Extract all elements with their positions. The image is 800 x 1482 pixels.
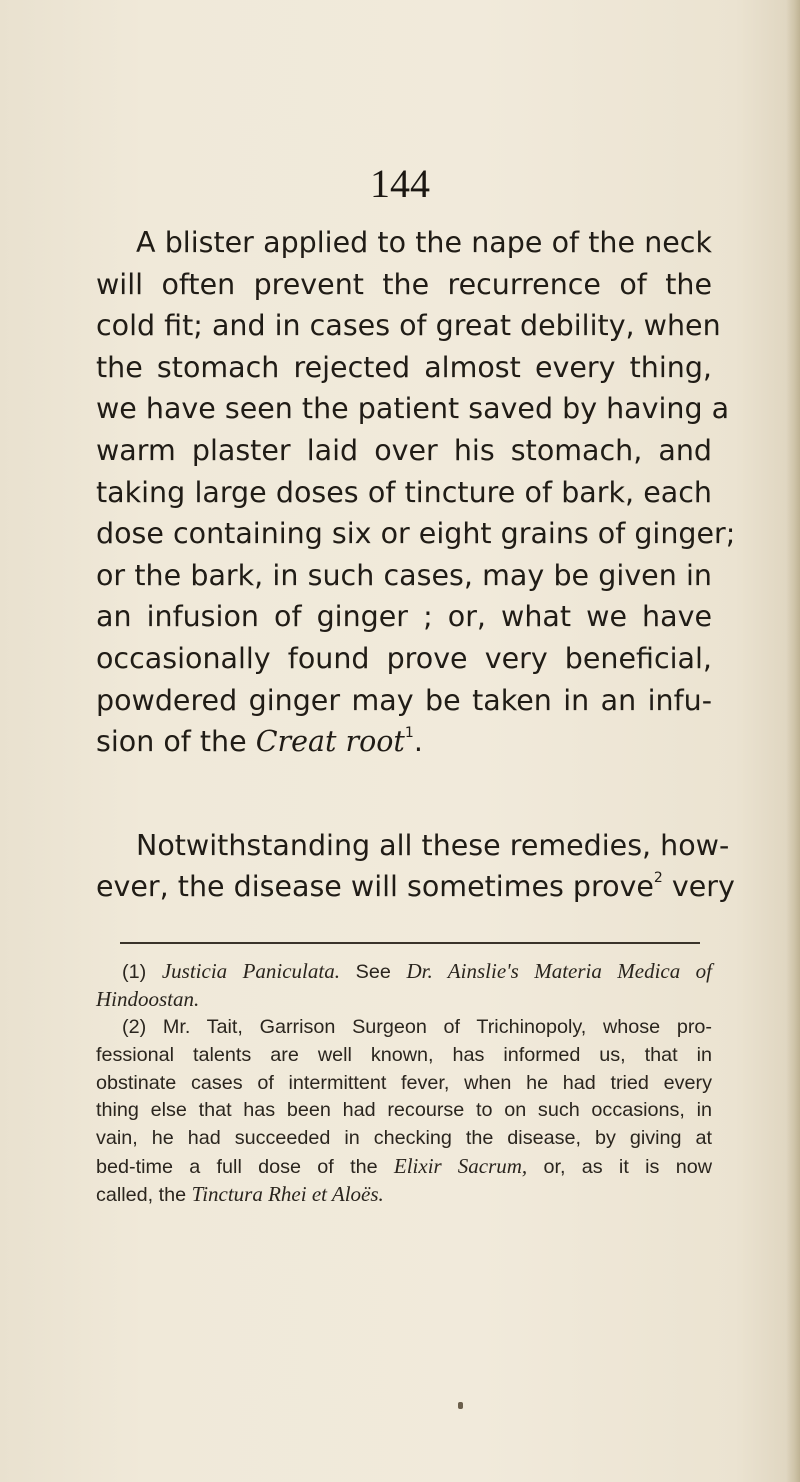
text-line: warm plaster laid over his stomach, and <box>96 433 712 467</box>
footnote-2-line <box>96 1181 712 1209</box>
paragraph-1 <box>96 222 736 763</box>
text-fragment: or, as it is now <box>527 1156 712 1179</box>
footnote-number: (1) <box>122 961 162 983</box>
text-line: an infusion of ginger ; or, what we have <box>96 600 712 634</box>
text-line: the stomach rejected almost every thing, <box>96 350 712 384</box>
text-line: A blister applied to the nape of the neck <box>136 226 712 259</box>
paragraph-gap <box>96 763 712 825</box>
text-line: occasionally found prove very beneficial, <box>96 641 712 675</box>
text-line <box>96 866 735 908</box>
italic-reference: Hindoostan. <box>96 986 200 1011</box>
italic-term: Tinctura Rhei et Aloës. <box>191 1182 384 1207</box>
text-line: dose containing six or eight grains of ginger; <box>96 517 736 551</box>
text-line: will often prevent the recurrence of the <box>96 267 712 301</box>
text-fragment: ever, the disease will sometimes prove <box>96 870 654 904</box>
italic-reference: Dr. Ainslie's Materia Medica of <box>406 959 712 983</box>
text-fragment: very <box>662 870 735 904</box>
text-line: we have seen the patient saved by having a <box>96 392 730 426</box>
footnote-marker: 2 <box>653 870 663 887</box>
paragraph-2 <box>96 825 735 908</box>
italic-term: Elixir Sacrum, <box>393 1154 528 1179</box>
italic-term: Justicia Paniculata. <box>161 959 340 983</box>
text-line: Notwithstanding all these remedies, how- <box>136 828 730 862</box>
text-line: taking large doses of tincture of bark, each <box>96 475 712 509</box>
italic-term: Creat root <box>255 725 405 759</box>
footnote-2-line <box>96 1153 712 1181</box>
text-line <box>96 721 712 763</box>
footnote-1-line <box>96 986 712 1014</box>
footnote-marker: 1 <box>404 725 414 742</box>
text-fragment: . <box>413 725 423 759</box>
footnote-1-line <box>96 958 712 986</box>
page-number: 144 <box>370 161 430 206</box>
footnotes <box>96 958 712 1209</box>
text-fragment: bed-time a full dose of the <box>96 1156 394 1179</box>
text-fragment: called, the <box>96 1184 192 1207</box>
footnote-2-line: (2) Mr. Tait, Garrison Surgeon of Trichinopoly, whose pro- <box>122 1015 712 1038</box>
page-edge-shadow <box>786 0 800 1482</box>
ink-speck <box>458 1402 463 1409</box>
footnote-divider <box>120 942 700 944</box>
footnote-2-line: obstinate cases of intermittent fever, when he had tried every <box>96 1071 712 1094</box>
footnote-2-line: vain, he had succeeded in checking the disease, by giving at <box>96 1127 712 1150</box>
footnote-2-line: thing else that has been had recourse to on such occasions, in <box>96 1099 712 1122</box>
text-line: or the bark, in such cases, may be given in <box>96 558 712 592</box>
main-text <box>96 222 736 908</box>
text-line: powdered ginger may be taken in an infu- <box>96 683 712 717</box>
text-line: cold fit; and in cases of great debility, when <box>96 309 721 343</box>
text-fragment: sion of the <box>96 725 256 759</box>
text-fragment: See <box>339 961 407 983</box>
footnote-2-line: fessional talents are well known, has informed us, that in <box>96 1043 712 1066</box>
